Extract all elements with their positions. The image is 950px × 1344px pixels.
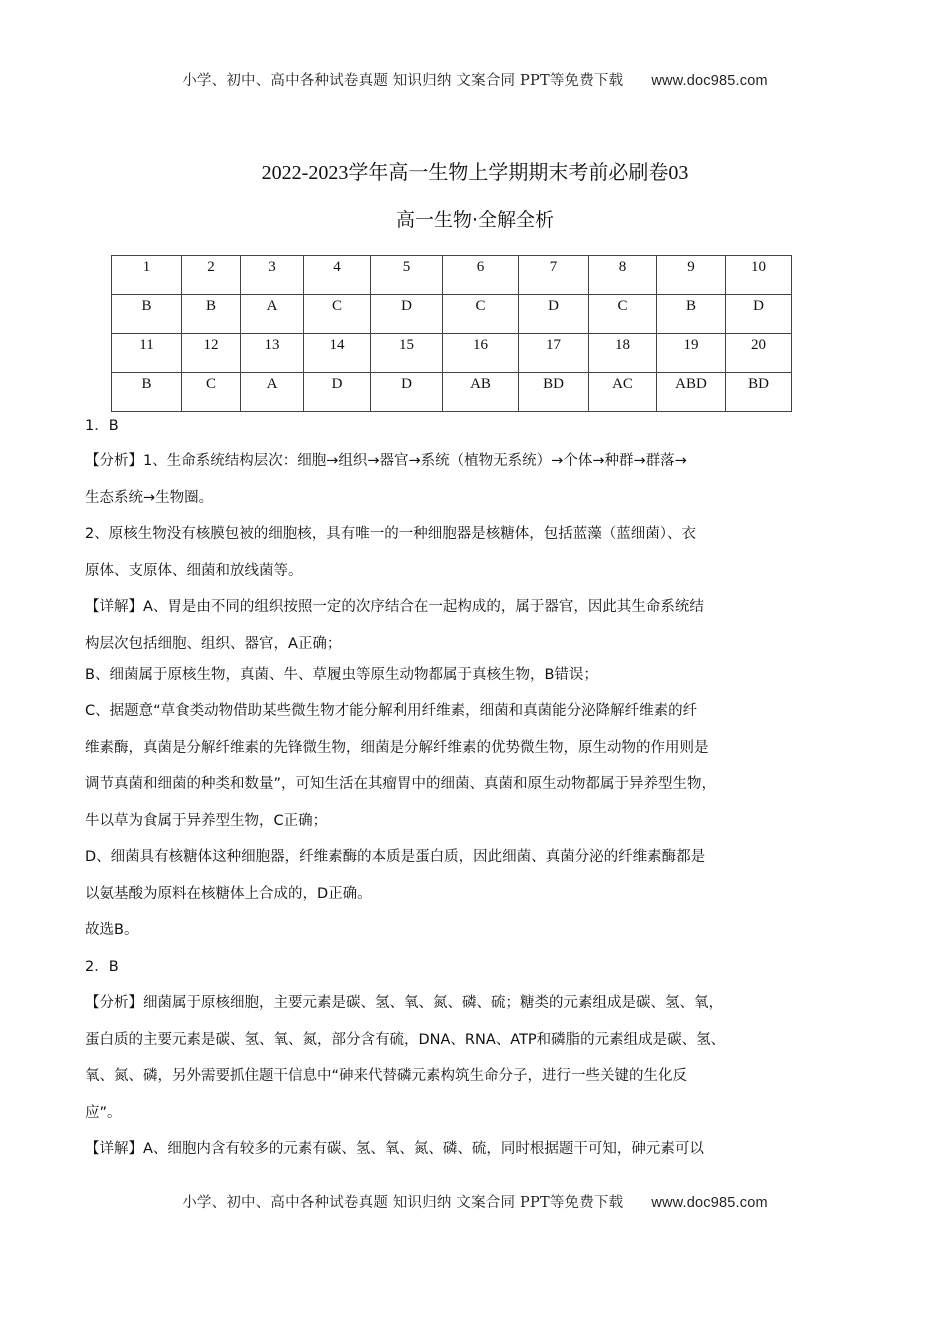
detail-line: D、细菌具有核糖体这种细胞器，纤维素酶的本质是蛋白质，因此细菌、真菌分泌的纤维素酶都是 — [85, 849, 706, 865]
document-subtitle: 高一生物·全解全析 — [395, 209, 555, 231]
table-row — [112, 334, 792, 373]
table-cell: BD — [726, 373, 792, 412]
footer-text: 小学、初中、高中各种试卷真题 知识归纳 文案合同 PPT等免费下载 — [182, 1195, 624, 1211]
table-cell: 4 — [304, 256, 371, 295]
table-cell: 5 — [371, 256, 443, 295]
table-cell: 15 — [371, 334, 443, 373]
analysis-line: 氧、氮、磷，另外需要抓住题干信息中“砷来代替磷元素构筑生命分子，进行一些关键的生化反 — [85, 1068, 688, 1084]
header-url[interactable]: www.doc985.com — [651, 73, 768, 89]
table-cell: 9 — [657, 256, 726, 295]
table-cell: ABD — [657, 373, 726, 412]
table-cell: C — [182, 373, 241, 412]
table-cell: A — [241, 373, 304, 412]
analysis-line: 原体、支原体、细菌和放线菌等。 — [85, 563, 303, 579]
table-cell: 2 — [182, 256, 241, 295]
table-cell: 18 — [589, 334, 657, 373]
table-cell: B — [112, 295, 182, 334]
table-cell: 13 — [241, 334, 304, 373]
table-row — [112, 256, 792, 295]
answer-table — [111, 255, 792, 412]
table-cell: A — [241, 295, 304, 334]
table-cell: B — [657, 295, 726, 334]
analysis-line: 2、原核生物没有核膜包被的细胞核，具有唯一的一种细胞器是核糖体，包括蓝藻（蓝细菌）、衣 — [85, 526, 696, 542]
detail-line: C、据题意“草食类动物借助某些微生物才能分解利用纤维素，细菌和真菌能分泌降解纤维素的纤 — [85, 703, 698, 719]
table-cell: BD — [519, 373, 589, 412]
table-cell: 11 — [112, 334, 182, 373]
table-cell: D — [726, 295, 792, 334]
analysis-line: 生态系统→生物圈。 — [85, 490, 214, 506]
table-cell: 17 — [519, 334, 589, 373]
answer-number-2: 2．B — [85, 959, 119, 975]
table-row — [112, 373, 792, 412]
table-cell: 6 — [443, 256, 519, 295]
table-cell: 10 — [726, 256, 792, 295]
table-cell: 19 — [657, 334, 726, 373]
header-text: 小学、初中、高中各种试卷真题 知识归纳 文案合同 PPT等免费下载 — [182, 73, 624, 89]
table-cell: 7 — [519, 256, 589, 295]
analysis-line: 【分析】1、生命系统结构层次：细胞→组织→器官→系统（植物无系统）→个体→种群→群落→ — [85, 453, 687, 469]
table-cell: 20 — [726, 334, 792, 373]
conclusion-line: 故选B。 — [85, 922, 139, 938]
table-cell: B — [112, 373, 182, 412]
table-cell: AC — [589, 373, 657, 412]
table-cell: C — [443, 295, 519, 334]
detail-line: 【详解】A、细胞内含有较多的元素有碳、氢、氧、氮、磷、硫，同时根据题干可知，砷元素可以 — [85, 1141, 704, 1157]
table-cell: 14 — [304, 334, 371, 373]
table-cell: 16 — [443, 334, 519, 373]
detail-line: 调节真菌和细菌的种类和数量”，可知生活在其瘤胃中的细菌、真菌和原生动物都属于异养型生物， — [85, 776, 717, 792]
table-cell: 1 — [112, 256, 182, 295]
answer-number-1: 1．B — [85, 418, 119, 434]
analysis-line: 蛋白质的主要元素是碳、氢、氧、氮，部分含有硫，DNA、RNA、ATP和磷脂的元素组成是碳、氢、 — [85, 1032, 726, 1048]
table-cell: C — [304, 295, 371, 334]
table-cell: C — [589, 295, 657, 334]
table-cell: AB — [443, 373, 519, 412]
table-cell: 3 — [241, 256, 304, 295]
footer-url[interactable]: www.doc985.com — [651, 1195, 768, 1211]
detail-line: 维素酶，真菌是分解纤维素的先锋微生物，细菌是分解纤维素的优势微生物，原生动物的作用则是 — [85, 740, 709, 756]
detail-line: 【详解】A、胃是由不同的组织按照一定的次序结合在一起构成的，属于器官，因此其生命系统结 — [85, 599, 704, 615]
table-cell: 8 — [589, 256, 657, 295]
analysis-line: 应”。 — [85, 1105, 122, 1121]
page-header — [0, 69, 950, 90]
table-cell: D — [304, 373, 371, 412]
document-title: 2022-2023学年高一生物上学期期末考前必刷卷03 — [261, 162, 689, 184]
analysis-line: 【分析】细菌属于原核细胞，主要元素是碳、氢、氧、氮、磷、硫；糖类的元素组成是碳、氢、氧， — [85, 995, 723, 1011]
page-footer — [0, 1191, 950, 1212]
table-cell: D — [371, 373, 443, 412]
table-cell: B — [182, 295, 241, 334]
table-cell: D — [519, 295, 589, 334]
detail-line: 以氨基酸为原料在核糖体上合成的，D正确。 — [85, 886, 372, 902]
detail-line: 构层次包括细胞、组织、器官，A正确； — [85, 636, 342, 652]
detail-line: B、细菌属于原核生物，真菌、牛、草履虫等原生动物都属于真核生物，B错误； — [85, 667, 598, 683]
table-row — [112, 295, 792, 334]
table-cell: 12 — [182, 334, 241, 373]
detail-line: 牛以草为食属于异养型生物，C正确； — [85, 813, 328, 829]
table-cell: D — [371, 295, 443, 334]
